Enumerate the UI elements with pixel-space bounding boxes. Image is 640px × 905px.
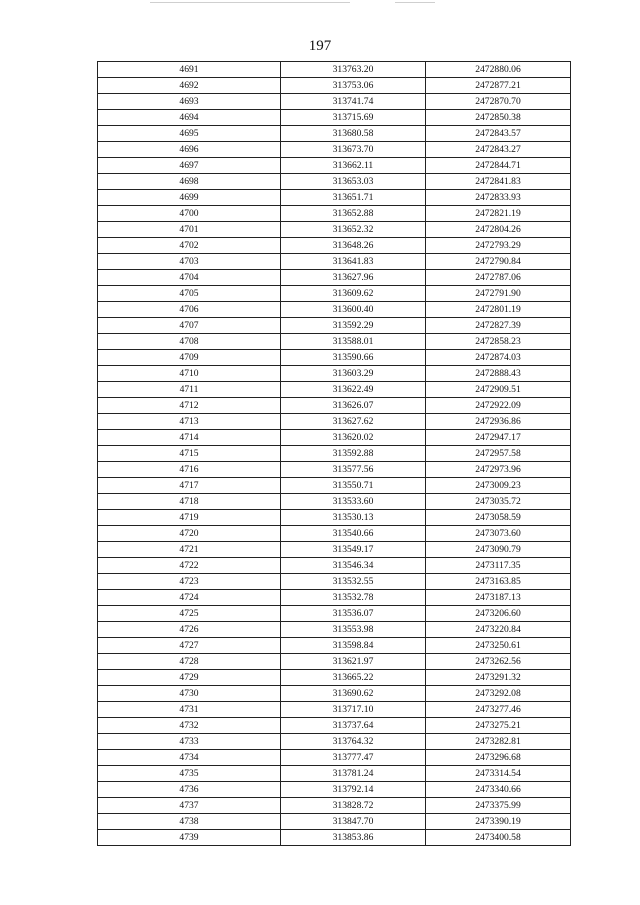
coordinate-table-body <box>98 62 571 846</box>
table-row <box>98 462 571 478</box>
x-coordinate-cell: 313717.10 <box>281 702 426 718</box>
x-coordinate-cell: 313532.78 <box>281 590 426 606</box>
x-coordinate-cell: 313690.62 <box>281 686 426 702</box>
table-row <box>98 254 571 270</box>
y-coordinate-cell: 2472850.38 <box>426 110 571 126</box>
point-number-cell: 4724 <box>98 590 281 606</box>
y-coordinate-cell: 2472880.06 <box>426 62 571 78</box>
y-coordinate-cell: 2473277.46 <box>426 702 571 718</box>
table-row <box>98 702 571 718</box>
point-number-cell: 4695 <box>98 126 281 142</box>
point-number-cell: 4711 <box>98 382 281 398</box>
table-row <box>98 606 571 622</box>
table-row <box>98 526 571 542</box>
point-number-cell: 4693 <box>98 94 281 110</box>
page-number: 197 <box>308 38 332 54</box>
point-number-cell: 4696 <box>98 142 281 158</box>
y-coordinate-cell: 2473262.56 <box>426 654 571 670</box>
y-coordinate-cell: 2472804.26 <box>426 222 571 238</box>
point-number-cell: 4737 <box>98 798 281 814</box>
x-coordinate-cell: 313549.17 <box>281 542 426 558</box>
y-coordinate-cell: 2473163.85 <box>426 574 571 590</box>
y-coordinate-cell: 2472936.86 <box>426 414 571 430</box>
point-number-cell: 4738 <box>98 814 281 830</box>
scan-artifact-line <box>395 2 435 3</box>
x-coordinate-cell: 313603.29 <box>281 366 426 382</box>
table-row <box>98 638 571 654</box>
y-coordinate-cell: 2472827.39 <box>426 318 571 334</box>
y-coordinate-cell: 2473220.84 <box>426 622 571 638</box>
y-coordinate-cell: 2473340.66 <box>426 782 571 798</box>
point-number-cell: 4718 <box>98 494 281 510</box>
x-coordinate-cell: 313652.32 <box>281 222 426 238</box>
point-number-cell: 4704 <box>98 270 281 286</box>
y-coordinate-cell: 2472973.96 <box>426 462 571 478</box>
table-row <box>98 398 571 414</box>
y-coordinate-cell: 2472843.27 <box>426 142 571 158</box>
table-row <box>98 302 571 318</box>
table-row <box>98 158 571 174</box>
point-number-cell: 4723 <box>98 574 281 590</box>
x-coordinate-cell: 313550.71 <box>281 478 426 494</box>
table-row <box>98 766 571 782</box>
y-coordinate-cell: 2472909.51 <box>426 382 571 398</box>
y-coordinate-cell: 2473291.32 <box>426 670 571 686</box>
table-row <box>98 590 571 606</box>
table-row <box>98 798 571 814</box>
y-coordinate-cell: 2473117.35 <box>426 558 571 574</box>
point-number-cell: 4708 <box>98 334 281 350</box>
point-number-cell: 4691 <box>98 62 281 78</box>
point-number-cell: 4710 <box>98 366 281 382</box>
point-number-cell: 4694 <box>98 110 281 126</box>
table-row <box>98 238 571 254</box>
x-coordinate-cell: 313673.70 <box>281 142 426 158</box>
point-number-cell: 4709 <box>98 350 281 366</box>
table-row <box>98 718 571 734</box>
table-row <box>98 350 571 366</box>
y-coordinate-cell: 2473282.81 <box>426 734 571 750</box>
table-row <box>98 446 571 462</box>
x-coordinate-cell: 313546.34 <box>281 558 426 574</box>
point-number-cell: 4734 <box>98 750 281 766</box>
point-number-cell: 4739 <box>98 830 281 846</box>
table-row <box>98 622 571 638</box>
y-coordinate-cell: 2472874.03 <box>426 350 571 366</box>
x-coordinate-cell: 313600.40 <box>281 302 426 318</box>
x-coordinate-cell: 313532.55 <box>281 574 426 590</box>
y-coordinate-cell: 2473187.13 <box>426 590 571 606</box>
x-coordinate-cell: 313590.66 <box>281 350 426 366</box>
table-row <box>98 654 571 670</box>
table-row <box>98 782 571 798</box>
x-coordinate-cell: 313530.13 <box>281 510 426 526</box>
table-row <box>98 382 571 398</box>
table-row <box>98 830 571 846</box>
point-number-cell: 4717 <box>98 478 281 494</box>
y-coordinate-cell: 2472858.23 <box>426 334 571 350</box>
table-row <box>98 670 571 686</box>
x-coordinate-cell: 313620.02 <box>281 430 426 446</box>
x-coordinate-cell: 313651.71 <box>281 190 426 206</box>
point-number-cell: 4736 <box>98 782 281 798</box>
table-row <box>98 94 571 110</box>
table-row <box>98 430 571 446</box>
y-coordinate-cell: 2472787.06 <box>426 270 571 286</box>
y-coordinate-cell: 2472821.19 <box>426 206 571 222</box>
y-coordinate-cell: 2473400.58 <box>426 830 571 846</box>
table-row <box>98 542 571 558</box>
point-number-cell: 4721 <box>98 542 281 558</box>
table-row <box>98 478 571 494</box>
point-number-cell: 4722 <box>98 558 281 574</box>
y-coordinate-cell: 2472843.57 <box>426 126 571 142</box>
y-coordinate-cell: 2472791.90 <box>426 286 571 302</box>
y-coordinate-cell: 2473314.54 <box>426 766 571 782</box>
x-coordinate-cell: 313536.07 <box>281 606 426 622</box>
y-coordinate-cell: 2472793.29 <box>426 238 571 254</box>
x-coordinate-cell: 313764.32 <box>281 734 426 750</box>
point-number-cell: 4720 <box>98 526 281 542</box>
y-coordinate-cell: 2473206.60 <box>426 606 571 622</box>
x-coordinate-cell: 313588.01 <box>281 334 426 350</box>
y-coordinate-cell: 2473058.59 <box>426 510 571 526</box>
y-coordinate-cell: 2472922.09 <box>426 398 571 414</box>
point-number-cell: 4698 <box>98 174 281 190</box>
table-row <box>98 318 571 334</box>
x-coordinate-cell: 313626.07 <box>281 398 426 414</box>
table-row <box>98 686 571 702</box>
y-coordinate-cell: 2472801.19 <box>426 302 571 318</box>
x-coordinate-cell: 313627.62 <box>281 414 426 430</box>
x-coordinate-cell: 313621.97 <box>281 654 426 670</box>
point-number-cell: 4728 <box>98 654 281 670</box>
x-coordinate-cell: 313828.72 <box>281 798 426 814</box>
table-row <box>98 334 571 350</box>
y-coordinate-cell: 2473090.79 <box>426 542 571 558</box>
y-coordinate-cell: 2473035.72 <box>426 494 571 510</box>
point-number-cell: 4702 <box>98 238 281 254</box>
y-coordinate-cell: 2472870.70 <box>426 94 571 110</box>
y-coordinate-cell: 2472877.21 <box>426 78 571 94</box>
table-row <box>98 110 571 126</box>
x-coordinate-cell: 313665.22 <box>281 670 426 686</box>
x-coordinate-cell: 313781.24 <box>281 766 426 782</box>
table-row <box>98 558 571 574</box>
table-row <box>98 62 571 78</box>
x-coordinate-cell: 313847.70 <box>281 814 426 830</box>
table-row <box>98 270 571 286</box>
scan-artifact-line <box>150 2 350 3</box>
x-coordinate-cell: 313598.84 <box>281 638 426 654</box>
point-number-cell: 4712 <box>98 398 281 414</box>
point-number-cell: 4714 <box>98 430 281 446</box>
x-coordinate-cell: 313592.29 <box>281 318 426 334</box>
x-coordinate-cell: 313715.69 <box>281 110 426 126</box>
table-row <box>98 494 571 510</box>
x-coordinate-cell: 313609.62 <box>281 286 426 302</box>
y-coordinate-cell: 2473390.19 <box>426 814 571 830</box>
table-row <box>98 206 571 222</box>
point-number-cell: 4707 <box>98 318 281 334</box>
point-number-cell: 4725 <box>98 606 281 622</box>
x-coordinate-cell: 313853.86 <box>281 830 426 846</box>
point-number-cell: 4716 <box>98 462 281 478</box>
table-row <box>98 142 571 158</box>
x-coordinate-cell: 313553.98 <box>281 622 426 638</box>
x-coordinate-cell: 313652.88 <box>281 206 426 222</box>
table-row <box>98 510 571 526</box>
x-coordinate-cell: 313662.11 <box>281 158 426 174</box>
x-coordinate-cell: 313577.56 <box>281 462 426 478</box>
x-coordinate-cell: 313753.06 <box>281 78 426 94</box>
y-coordinate-cell: 2473292.08 <box>426 686 571 702</box>
x-coordinate-cell: 313592.88 <box>281 446 426 462</box>
table-row <box>98 286 571 302</box>
x-coordinate-cell: 313777.47 <box>281 750 426 766</box>
table-row <box>98 734 571 750</box>
y-coordinate-cell: 2473375.99 <box>426 798 571 814</box>
y-coordinate-cell: 2472888.43 <box>426 366 571 382</box>
table-row <box>98 414 571 430</box>
x-coordinate-cell: 313653.03 <box>281 174 426 190</box>
point-number-cell: 4715 <box>98 446 281 462</box>
point-number-cell: 4697 <box>98 158 281 174</box>
x-coordinate-cell: 313627.96 <box>281 270 426 286</box>
table-row <box>98 126 571 142</box>
point-number-cell: 4726 <box>98 622 281 638</box>
y-coordinate-cell: 2472947.17 <box>426 430 571 446</box>
point-number-cell: 4700 <box>98 206 281 222</box>
point-number-cell: 4699 <box>98 190 281 206</box>
point-number-cell: 4719 <box>98 510 281 526</box>
table-row <box>98 574 571 590</box>
point-number-cell: 4730 <box>98 686 281 702</box>
point-number-cell: 4713 <box>98 414 281 430</box>
y-coordinate-cell: 2472841.83 <box>426 174 571 190</box>
y-coordinate-cell: 2472833.93 <box>426 190 571 206</box>
y-coordinate-cell: 2472957.58 <box>426 446 571 462</box>
point-number-cell: 4735 <box>98 766 281 782</box>
y-coordinate-cell: 2473296.68 <box>426 750 571 766</box>
table-row <box>98 78 571 94</box>
x-coordinate-cell: 313741.74 <box>281 94 426 110</box>
point-number-cell: 4701 <box>98 222 281 238</box>
x-coordinate-cell: 313680.58 <box>281 126 426 142</box>
table-row <box>98 814 571 830</box>
table-row <box>98 750 571 766</box>
point-number-cell: 4692 <box>98 78 281 94</box>
table-row <box>98 174 571 190</box>
table-row <box>98 222 571 238</box>
x-coordinate-cell: 313533.60 <box>281 494 426 510</box>
point-number-cell: 4731 <box>98 702 281 718</box>
x-coordinate-cell: 313763.20 <box>281 62 426 78</box>
x-coordinate-cell: 313648.26 <box>281 238 426 254</box>
y-coordinate-cell: 2473073.60 <box>426 526 571 542</box>
y-coordinate-cell: 2473275.21 <box>426 718 571 734</box>
x-coordinate-cell: 313641.83 <box>281 254 426 270</box>
table-row <box>98 190 571 206</box>
x-coordinate-cell: 313622.49 <box>281 382 426 398</box>
x-coordinate-cell: 313540.66 <box>281 526 426 542</box>
point-number-cell: 4705 <box>98 286 281 302</box>
y-coordinate-cell: 2473250.61 <box>426 638 571 654</box>
y-coordinate-cell: 2472844.71 <box>426 158 571 174</box>
table-row <box>98 366 571 382</box>
x-coordinate-cell: 313737.64 <box>281 718 426 734</box>
point-number-cell: 4706 <box>98 302 281 318</box>
y-coordinate-cell: 2472790.84 <box>426 254 571 270</box>
point-number-cell: 4729 <box>98 670 281 686</box>
y-coordinate-cell: 2473009.23 <box>426 478 571 494</box>
x-coordinate-cell: 313792.14 <box>281 782 426 798</box>
point-number-cell: 4732 <box>98 718 281 734</box>
coordinate-table <box>97 61 571 846</box>
point-number-cell: 4727 <box>98 638 281 654</box>
point-number-cell: 4703 <box>98 254 281 270</box>
point-number-cell: 4733 <box>98 734 281 750</box>
